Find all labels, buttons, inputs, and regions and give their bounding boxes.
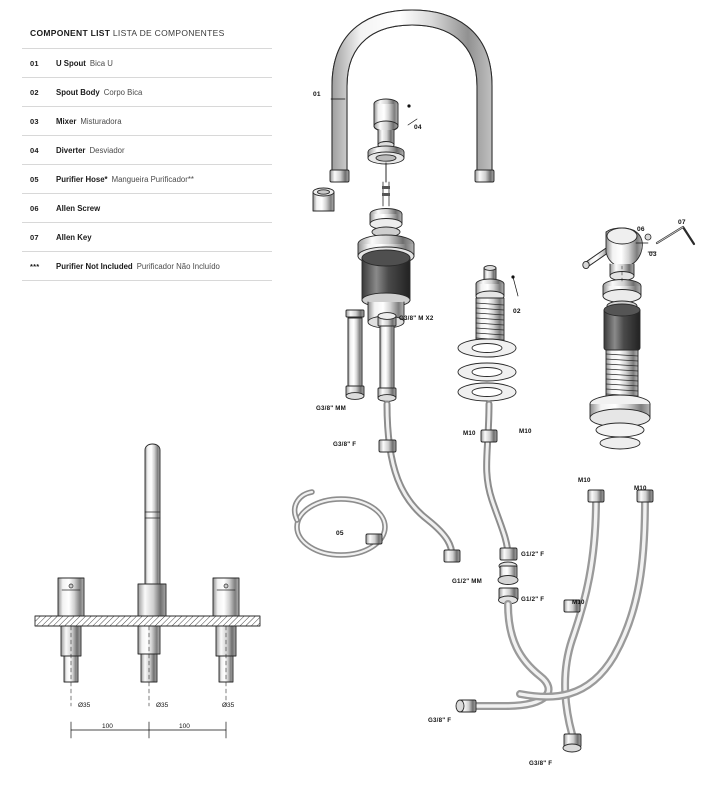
- list-item-name: Purifier Not Included: [56, 261, 133, 271]
- callout-03: 03: [649, 251, 657, 258]
- label-m10-a: M10: [463, 430, 476, 437]
- callout-01: 01: [313, 91, 321, 98]
- callout-02: 02: [513, 308, 521, 315]
- list-item-name: Allen Screw: [56, 203, 101, 213]
- label-m10-d: M10: [634, 485, 647, 492]
- part-spout-body: [358, 209, 414, 329]
- list-item-number: 07: [30, 232, 39, 242]
- part-mixer-right: [583, 228, 650, 449]
- callout-05: 05: [336, 530, 344, 537]
- list-item-number: 04: [30, 145, 39, 155]
- part-diverter: [313, 99, 404, 211]
- label-g12-f-a: G1/2" F: [521, 551, 545, 558]
- list-item-name: Diverter: [56, 145, 86, 155]
- list-item-name-pt: Mangueira Purificador**: [111, 174, 194, 184]
- list-item-name: Mixer: [56, 116, 77, 126]
- list-item-number: 01: [30, 58, 39, 68]
- list-item-number: 06: [30, 203, 39, 213]
- label-m10-c: M10: [578, 477, 591, 484]
- callout-06-left: 06: [637, 226, 645, 233]
- part-braided-hose-right-a: [563, 490, 604, 752]
- list-item-number: ***: [30, 261, 40, 271]
- label-g38-mm: G3/8" MM: [316, 405, 346, 412]
- list-item-name: Allen Key: [56, 232, 92, 242]
- list-item-name-pt: Misturadora: [80, 116, 122, 126]
- callout-04: 04: [414, 124, 422, 131]
- component-list-title-en: COMPONENT LIST: [30, 28, 111, 38]
- list-item-name: Spout Body: [56, 87, 100, 97]
- part-flex-hose-center: [481, 404, 518, 604]
- label-m10-b: M10: [519, 428, 532, 435]
- label-g38-f-bottom-right: G3/8" F: [529, 760, 553, 767]
- callout-07: 07: [678, 219, 686, 226]
- label-g38-f-bottom-left: G3/8" F: [428, 717, 452, 724]
- label-g12-mm: G1/2" MM: [452, 578, 482, 585]
- dim-span-left: 100: [102, 723, 113, 730]
- dim-hole-right: Ø35: [222, 702, 235, 709]
- list-item-name: U Spout: [56, 58, 86, 68]
- part-allen-key: [657, 227, 694, 244]
- list-item-name: Purifier Hose*: [56, 174, 108, 184]
- label-m10-e: M10: [572, 599, 585, 606]
- part-mixer-cartridge: [458, 266, 516, 401]
- list-item-name-pt: Bica U: [89, 58, 113, 68]
- label-g38-m-x2: G3/8" M X2: [399, 315, 434, 322]
- installed-view: [35, 444, 260, 738]
- part-purifier-hose: [295, 492, 385, 555]
- label-g12-f-b: G1/2" F: [521, 596, 545, 603]
- component-list-title-pt: LISTA DE COMPONENTES: [112, 28, 225, 38]
- list-item-name-pt: Purificador Não Incluído: [136, 261, 220, 271]
- list-item-name-pt: Corpo Bica: [103, 87, 143, 97]
- dim-hole-left: Ø35: [78, 702, 91, 709]
- dim-hole-mid: Ø35: [156, 702, 169, 709]
- list-item-name-pt: Desviador: [89, 145, 125, 155]
- list-item-number: 03: [30, 116, 39, 126]
- dim-span-right: 100: [179, 723, 190, 730]
- part-flex-hose-left: [379, 404, 460, 562]
- part-allen-screw: [645, 234, 651, 240]
- list-item-number: 02: [30, 87, 39, 97]
- part-u-spout: [330, 10, 494, 182]
- list-item-number: 05: [30, 174, 39, 184]
- label-g38-f-left: G3/8" F: [333, 441, 357, 448]
